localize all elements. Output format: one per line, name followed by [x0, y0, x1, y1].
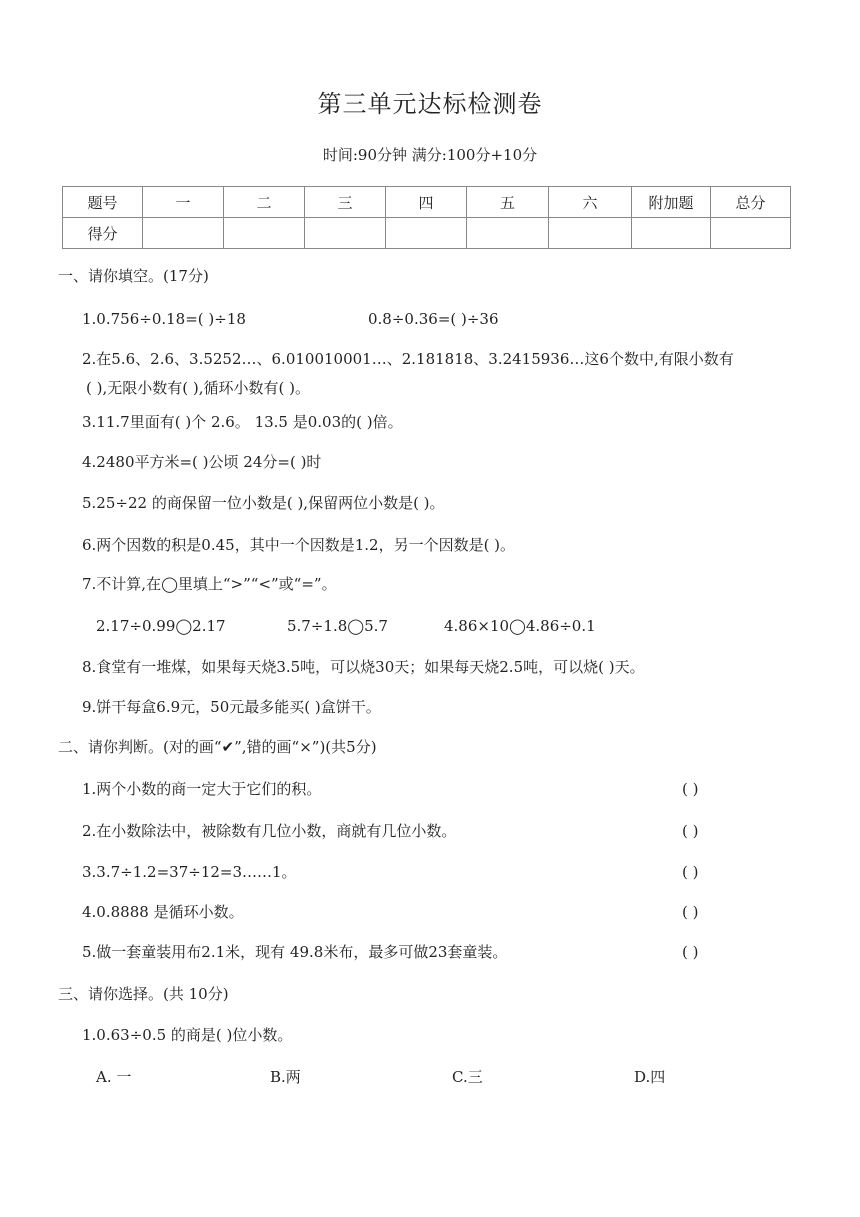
answer-parentheses[interactable]: ( ) — [682, 863, 699, 881]
score-table — [62, 186, 791, 249]
question-7-part-b: 5.7÷1.8◯5.7 — [287, 617, 388, 635]
question-7-part-a: 2.17÷0.99◯2.17 — [96, 617, 226, 635]
judge-item-5: 5.做一套童装用布2.1米，现有 49.8米布，最多可做23套童装。 — [82, 943, 508, 961]
page-title: 第三单元达标检测卷 — [317, 90, 543, 118]
score-table-score-row — [63, 218, 791, 249]
score-cell[interactable] — [143, 218, 224, 249]
question-9: 9.饼干每盒6.9元，50元最多能买( )盒饼干。 — [82, 698, 381, 716]
judge-item-2: 2.在小数除法中，被除数有几位小数，商就有几位小数。 — [82, 822, 457, 840]
answer-parentheses[interactable]: ( ) — [682, 822, 699, 840]
question-8: 8.食堂有一堆煤，如果每天烧3.5吨，可以烧30天；如果每天烧2.5吨，可以烧( )天。 — [82, 658, 645, 676]
section-3-heading: 三、请你选择。(共 10分) — [58, 985, 229, 1003]
judge-item-1: 1.两个小数的商一定大于它们的积。 — [82, 780, 322, 798]
heading-text: 二、请你判断。(对的画“ — [58, 738, 222, 756]
section-2-heading — [58, 737, 377, 757]
header-cell: 六 — [549, 187, 632, 218]
header-cell: 二 — [224, 187, 305, 218]
option-a[interactable]: A. 一 — [96, 1068, 132, 1086]
score-cell[interactable] — [549, 218, 632, 249]
answer-parentheses[interactable]: ( ) — [682, 780, 699, 798]
judge-item-3: 3.3.7÷1.2=37÷12=3……1。 — [82, 863, 297, 881]
question-1-part-b: 0.8÷0.36=( )÷36 — [368, 310, 499, 328]
header-cell: 四 — [386, 187, 467, 218]
answer-parentheses[interactable]: ( ) — [682, 903, 699, 921]
score-cell[interactable] — [632, 218, 711, 249]
answer-parentheses[interactable]: ( ) — [682, 943, 699, 961]
option-c[interactable]: C.三 — [452, 1068, 483, 1086]
score-cell[interactable] — [467, 218, 549, 249]
header-cell: 三 — [305, 187, 386, 218]
header-cell: 五 — [467, 187, 549, 218]
header-cell: 题号 — [63, 187, 143, 218]
row-label: 得分 — [63, 218, 143, 249]
section-1-heading: 一、请你填空。(17分) — [58, 267, 209, 285]
score-cell[interactable] — [386, 218, 467, 249]
heading-text: ”,错的画“×”)(共5分) — [234, 738, 377, 756]
header-cell: 一 — [143, 187, 224, 218]
option-b[interactable]: B.两 — [270, 1068, 301, 1086]
question-3: 3.11.7里面有( )个 2.6。 13.5 是0.03的( )倍。 — [82, 413, 403, 431]
header-cell: 总分 — [711, 187, 791, 218]
question-6: 6.两个因数的积是0.45，其中一个因数是1.2，另一个因数是( )。 — [82, 536, 516, 554]
question-2-line-2: ( ),无限小数有( ),循环小数有( )。 — [86, 379, 310, 397]
choice-question-1: 1.0.63÷0.5 的商是( )位小数。 — [82, 1026, 293, 1044]
score-cell[interactable] — [224, 218, 305, 249]
question-1-part-a: 1.0.756÷0.18=( )÷18 — [82, 310, 246, 328]
judge-item-4: 4.0.8888 是循环小数。 — [82, 903, 244, 921]
check-mark-icon: ✔ — [221, 738, 235, 756]
score-cell[interactable] — [711, 218, 791, 249]
question-2-line-1: 2.在5.6、2.6、3.5252…、6.010010001…、2.181818、3.2415936…这6个数中,有限小数有 — [82, 350, 734, 368]
score-table-header-row — [63, 187, 791, 218]
option-d[interactable]: D.四 — [634, 1068, 666, 1086]
question-7: 7.不计算,在◯里填上“>”“<”或“=”。 — [82, 575, 337, 593]
exam-info: 时间:90分钟 满分:100分+10分 — [322, 146, 538, 164]
header-cell: 附加题 — [632, 187, 711, 218]
score-cell[interactable] — [305, 218, 386, 249]
question-4: 4.2480平方米=( )公顷 24分=( )时 — [82, 453, 322, 471]
question-7-part-c: 4.86×10◯4.86÷0.1 — [444, 617, 596, 635]
question-5: 5.25÷22 的商保留一位小数是( ),保留两位小数是( )。 — [82, 494, 445, 512]
